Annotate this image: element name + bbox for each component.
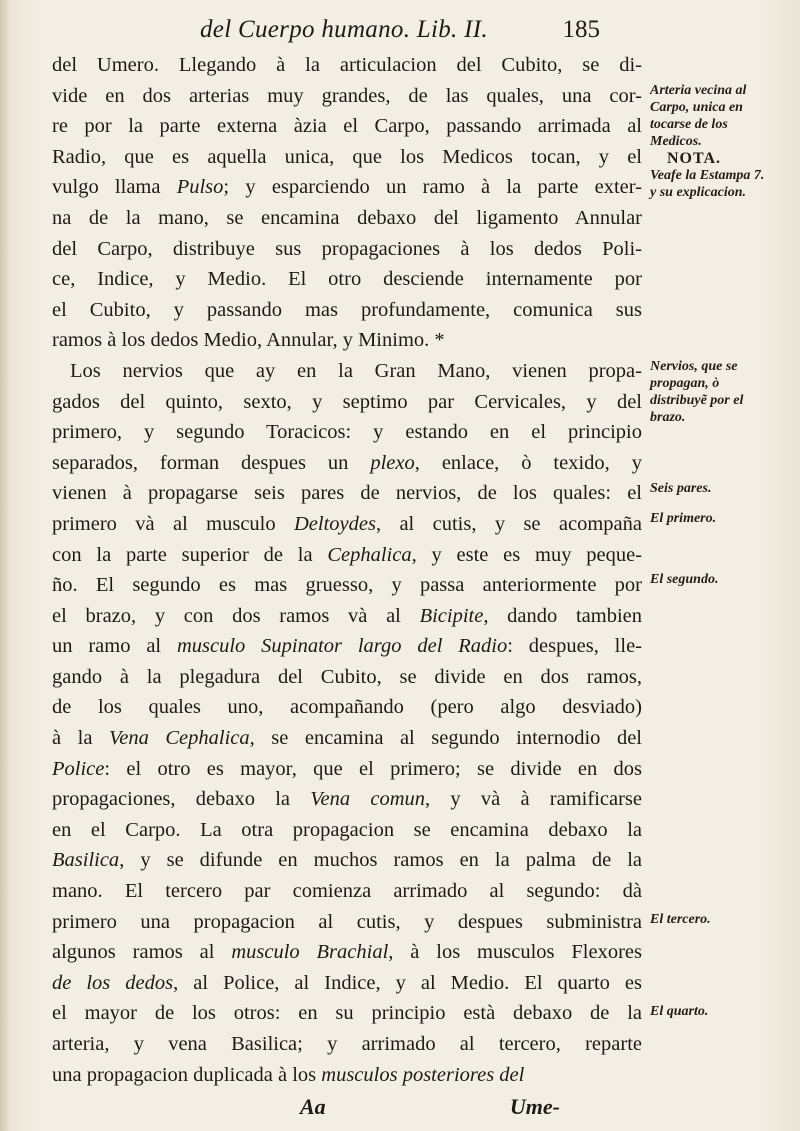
text-line xyxy=(52,50,642,81)
text-line-roman: separados, forman despues un xyxy=(52,451,371,474)
text-line-roman: re por la parte externa àzia el Carpo, passando arrimada al xyxy=(52,115,642,138)
margin-note-nervios: Nervios, que se propagan, ò distribuyẽ por el brazo. xyxy=(650,359,744,425)
text-line-roman: primero, y segundo Toracicos: y estando en el principio xyxy=(52,421,642,444)
text-line xyxy=(52,417,642,448)
page-binding-shadow xyxy=(0,0,10,1131)
text-line xyxy=(52,845,642,876)
text-line xyxy=(52,509,642,540)
text-line xyxy=(52,111,642,142)
page-header xyxy=(200,16,600,50)
text-line-roman-after: , se encamina al segundo internodio del xyxy=(249,727,642,750)
text-line xyxy=(52,142,642,173)
text-line-roman: mano. El tercero par comienza arrimado al segundo: dà xyxy=(52,880,642,903)
text-line-roman: gados del quinto, sexto, y septimo par Cervicales, y del xyxy=(52,390,642,413)
text-line xyxy=(52,754,642,785)
text-line-roman: primero và al musculo xyxy=(52,512,294,535)
text-line xyxy=(52,937,642,968)
text-line xyxy=(52,968,642,999)
text-line xyxy=(52,1060,642,1091)
text-line-roman-after: , al Police, al Indice, y al Medio. El quarto es xyxy=(173,971,642,994)
margin-note-quarto: El quarto. xyxy=(650,1004,709,1019)
margin-note-primero: El primero. xyxy=(650,511,717,526)
text-line-roman: propagaciones, debaxo la xyxy=(52,788,311,811)
text-line-roman: con la parte superior de la xyxy=(52,543,328,566)
text-line xyxy=(52,662,642,693)
margin-note-nota-head: NOTA. xyxy=(666,150,722,167)
text-line-roman: vienen à propagarse seis pares de nervios, de los quales: el xyxy=(52,482,642,505)
text-line-roman: ño. El segundo es mas gruesso, y passa anteriormente por xyxy=(52,574,642,597)
running-title: del Cuerpo humano. Lib. II. xyxy=(200,16,488,43)
body-text xyxy=(52,50,642,1090)
text-line xyxy=(52,570,642,601)
text-line-italic: Vena comun xyxy=(310,788,425,811)
text-line xyxy=(52,478,642,509)
text-line-roman: primero una propagacion al cutis, y despues subministra xyxy=(52,910,642,933)
text-line-roman: de los quales uno, acompañando (pero algo desviado) xyxy=(52,696,642,719)
text-line-roman: vide en dos arterias muy grandes, de las quales, una cor- xyxy=(52,84,642,107)
text-line-roman: el brazo, y con dos ramos và al xyxy=(52,604,420,627)
text-line-roman-after: , enlace, ò texido, y xyxy=(414,451,642,474)
text-line-italic: de los dedos xyxy=(52,971,174,994)
margin-note-segundo: El segundo. xyxy=(650,572,719,587)
text-line xyxy=(52,448,642,479)
text-line-roman: ramos à los dedos Medio, Annular, y Minimo. * xyxy=(52,329,445,352)
text-line-italic: musculo Brachial xyxy=(231,941,389,964)
text-line-italic: musculos posteriores del xyxy=(321,1063,525,1086)
margin-note-nota-text: Veafe la Estampa 7. y su explicacion. xyxy=(650,168,765,200)
text-line xyxy=(52,387,642,418)
text-line-roman: un ramo al xyxy=(52,635,177,658)
text-line xyxy=(52,876,642,907)
text-line-roman-after: , à los musculos Flexores xyxy=(388,941,642,964)
text-line-roman-after: , al cutis, y se acompaña xyxy=(375,512,642,535)
text-line xyxy=(52,172,642,203)
text-line-roman-after: : el otro es mayor, que el primero; se divide en dos xyxy=(104,757,642,780)
margin-note-tercero: El tercero. xyxy=(650,912,711,927)
catchword: Ume- xyxy=(509,1094,560,1119)
text-line-italic: Deltoydes xyxy=(293,512,376,535)
text-line xyxy=(52,1029,642,1060)
text-line xyxy=(52,203,642,234)
text-line xyxy=(52,998,642,1029)
text-line-italic: Vena Cephalica xyxy=(108,727,250,750)
text-line-roman-after: ; y esparciendo un ramo à la parte exter- xyxy=(223,176,642,199)
text-line-roman-after: , dando tambien xyxy=(483,604,642,627)
text-line xyxy=(52,815,642,846)
page-footer xyxy=(300,1094,560,1124)
text-line-roman: una propagacion duplicada à los xyxy=(52,1063,322,1086)
text-line xyxy=(52,784,642,815)
text-line xyxy=(52,356,642,387)
text-line-roman: arteria, y vena Basilica; y arrimado al tercero, reparte xyxy=(52,1033,642,1055)
text-line-roman: Los nervios que ay en la Gran Mano, vienen propa- xyxy=(70,359,642,382)
text-line-italic: musculo Supinator largo del Radio xyxy=(176,635,508,658)
text-line xyxy=(52,234,642,265)
margin-note-seis-pares: Seis pares. xyxy=(650,481,712,496)
text-line xyxy=(52,540,642,571)
page-number: 185 xyxy=(562,16,600,43)
text-line-italic: plexo xyxy=(370,451,415,474)
text-line-roman: del Umero. Llegando à la articulacion del Cubito, se di- xyxy=(52,54,642,76)
text-line-roman: Radio, que es aquella unica, que los Medicos tocan, y el xyxy=(52,145,642,168)
text-line-italic: Pulso xyxy=(176,176,224,199)
text-line-roman: el mayor de los otros: en su principio està debaxo de la xyxy=(52,1002,642,1025)
text-line-roman: à la xyxy=(52,727,109,750)
text-line-italic: Cephalica xyxy=(327,543,412,566)
text-line-roman: na de la mano, se encamina debaxo del ligamento Annular xyxy=(52,206,642,229)
text-line-roman: vulgo llama xyxy=(52,176,177,199)
text-line xyxy=(52,264,642,295)
text-line xyxy=(52,907,642,938)
text-line-roman-after: , y và à ramificarse xyxy=(425,788,642,811)
text-line-roman: ce, Indice, y Medio. El otro desciende internamente por xyxy=(52,268,642,291)
text-line-italic: Basilica xyxy=(52,849,120,872)
margin-note-nota xyxy=(650,150,768,201)
text-line-roman-after: , y se difunde en muchos ramos en la palma de la xyxy=(119,849,642,872)
text-line-roman: gando à la plegadura del Cubito, se divide en dos ramos, xyxy=(52,665,642,688)
text-line-roman: del Carpo, distribuye sus propagaciones à los dedos Poli- xyxy=(52,237,642,260)
text-line xyxy=(52,631,642,662)
text-line xyxy=(52,723,642,754)
text-line xyxy=(52,295,642,326)
text-line-italic: Police xyxy=(52,757,105,780)
margin-note-arteria: Arteria vecina al Carpo, unica en tocarse de los Medicos. xyxy=(650,83,747,149)
text-line xyxy=(52,692,642,723)
text-line-roman-after: , y este es muy peque- xyxy=(411,543,642,566)
text-line-italic: Bicipite xyxy=(419,604,484,627)
text-line xyxy=(52,325,642,356)
text-line-roman: el Cubito, y passando mas profundamente, comunica sus xyxy=(52,298,642,321)
text-line xyxy=(52,601,642,632)
text-line-roman: en el Carpo. La otra propagacion se encamina debaxo la xyxy=(52,818,642,841)
text-line-roman-after: : despues, lle- xyxy=(507,635,642,658)
text-line-roman: algunos ramos al xyxy=(52,941,232,964)
signature-mark: Aa xyxy=(300,1094,326,1119)
text-line xyxy=(52,81,642,112)
